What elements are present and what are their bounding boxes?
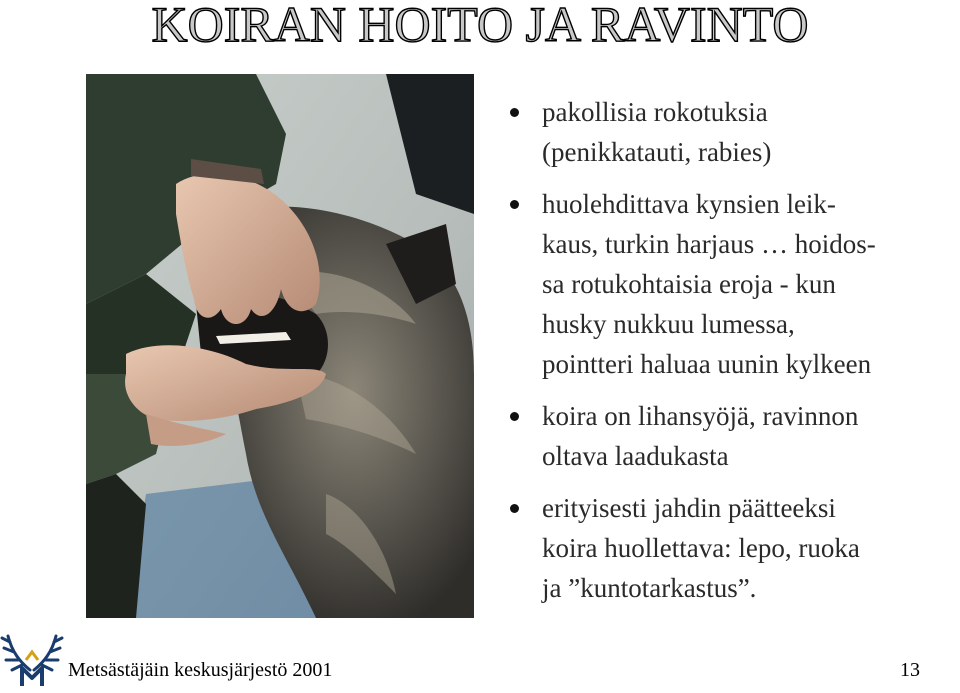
bullet-line: erityisesti jahdin päätteeksi xyxy=(542,493,836,523)
bullet-item xyxy=(508,92,948,172)
bullet-item xyxy=(508,184,948,384)
bullet-line: huolehdittava kynsien leik- xyxy=(542,189,836,219)
bullet-line: oltava laadukasta xyxy=(542,441,729,471)
dog-teeth-inspection-photo xyxy=(86,74,474,618)
bullet-item xyxy=(508,396,948,476)
footer-organization: Metsästäjäin keskusjärjestö 2001 xyxy=(68,659,333,681)
bullet-line: sa rotukohtaisia eroja - kun xyxy=(542,269,836,299)
page-number: 13 xyxy=(900,659,920,681)
bullet-line: koira on lihansyöjä, ravinnon xyxy=(542,401,859,431)
bullet-line: pakollisia rokotuksia xyxy=(542,97,768,127)
bullet-line: (penikkatauti, rabies) xyxy=(542,137,772,167)
antler-mk-logo xyxy=(0,630,64,688)
bullet-line: koira huollettava: lepo, ruoka xyxy=(542,533,860,563)
bullet-line: kaus, turkin harjaus … hoidos- xyxy=(542,229,876,259)
bullet-list xyxy=(508,92,948,620)
bullet-line: husky nukkuu lumessa, xyxy=(542,309,795,339)
slide-title: KOIRAN HOITO JA RAVINTO xyxy=(151,0,809,52)
bullet-item xyxy=(508,488,948,608)
bullet-line: ja ”kuntotarkastus”. xyxy=(542,573,757,603)
bullet-line: pointteri haluaa uunin kylkeen xyxy=(542,349,872,379)
